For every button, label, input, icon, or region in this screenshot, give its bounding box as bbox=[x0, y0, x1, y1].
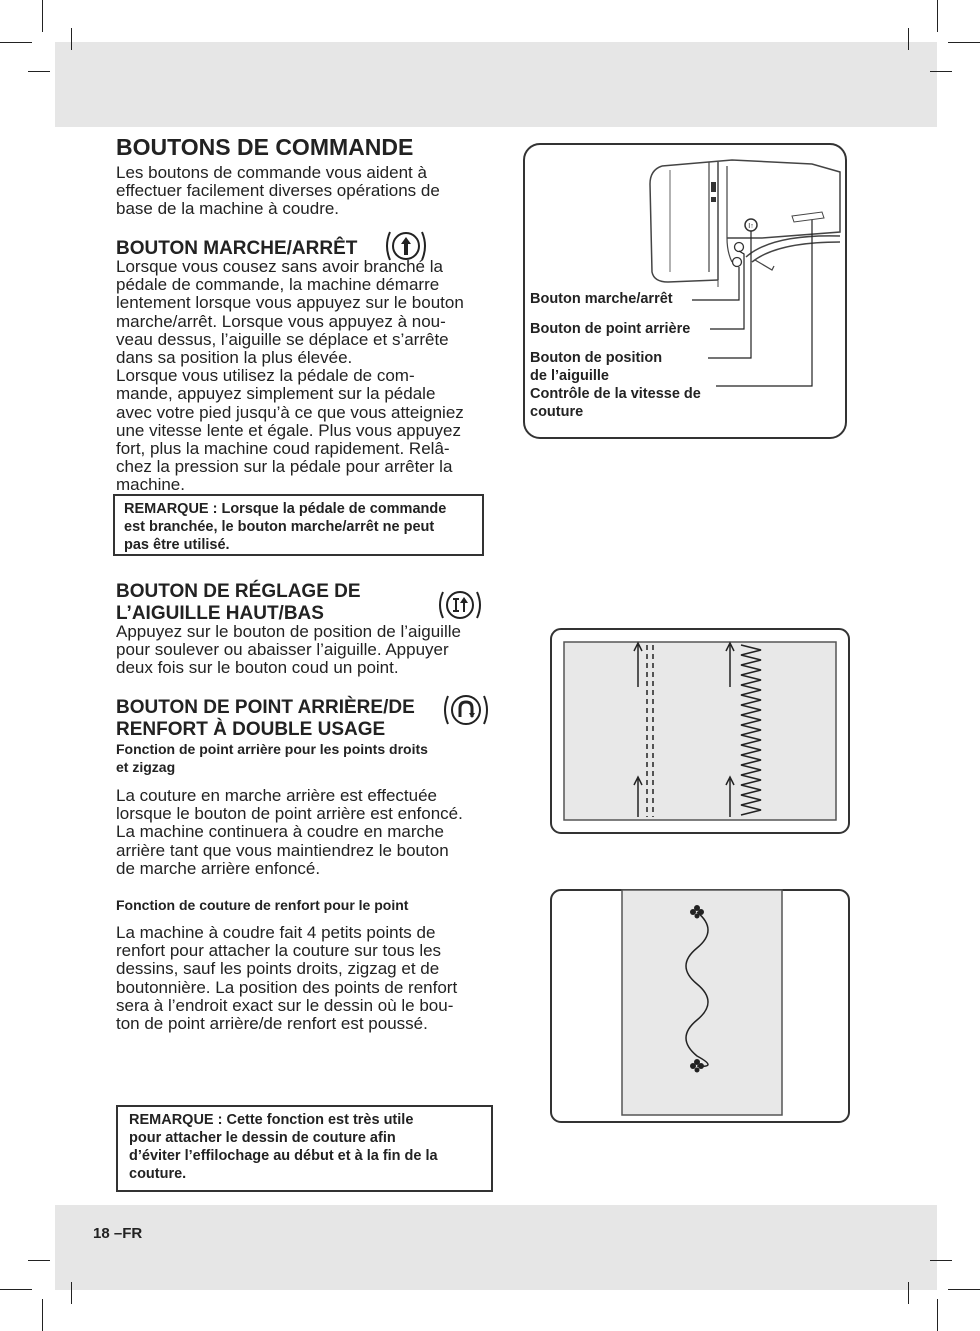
figure-label-needle-position: Bouton de position de l’aiguille bbox=[530, 350, 663, 384]
figure-label-speed: Contrôle de la vitesse de couture bbox=[530, 386, 701, 420]
crop-mark bbox=[28, 1260, 50, 1261]
reinforce-sub-heading: Fonction de couture de renfort pour le point bbox=[116, 897, 409, 913]
reinforce-body: La machine à coudre fait 4 petits points de renfort pour attacher la couture sur tous les dessins, sauf les points droits, zigzag et de boutonnière. La position des points de renfort sera à l’endroit exact sur le dessin où le bou- ton de point arrière/de renfort est poussé. bbox=[116, 923, 458, 1034]
crop-mark bbox=[42, 1299, 43, 1331]
crop-mark bbox=[930, 71, 952, 72]
note-box-1: REMARQUE : Lorsque la pédale de commande est branchée, le bouton marche/arrêt ne peut pas être utilisé. bbox=[113, 494, 484, 556]
svg-text:I↑: I↑ bbox=[748, 223, 754, 230]
figure-label-start-stop: Bouton marche/arrêt bbox=[530, 291, 673, 307]
start-stop-heading: BOUTON MARCHE/ARRÊT bbox=[116, 238, 358, 259]
figure-label-reverse: Bouton de point arrière bbox=[530, 321, 691, 337]
needle-position-icon bbox=[435, 588, 485, 622]
crop-mark bbox=[930, 1260, 952, 1261]
crop-mark bbox=[28, 71, 50, 72]
reverse-stitch-icon bbox=[440, 692, 492, 728]
crop-mark bbox=[71, 28, 72, 50]
page-number: 18 –FR bbox=[93, 1225, 143, 1242]
crop-mark bbox=[937, 0, 938, 32]
reverse-stitch-diagram bbox=[549, 627, 851, 835]
crop-mark bbox=[908, 1282, 909, 1304]
intro-text: Les boutons de commande vous aident à effectuer facilement diverses opérations de base de la machine à coudre. bbox=[116, 163, 440, 219]
reinforcement-stitch-diagram bbox=[549, 888, 851, 1124]
needle-position-heading: BOUTON DE RÉGLAGE DE L’AIGUILLE HAUT/BAS bbox=[116, 581, 361, 624]
crop-mark bbox=[908, 28, 909, 50]
crop-mark bbox=[42, 0, 43, 32]
crop-mark bbox=[0, 1289, 32, 1290]
reverse-sub-heading: Fonction de point arrière pour les points droits et zigzag bbox=[116, 741, 428, 775]
start-stop-body: Lorsque vous cousez sans avoir branché la pédale de commande, la machine démarre lentement lorsque vous appuyez sur le bouton marche/arrêt. Lorsque vous appuyez à nou- veau dessus, l’aiguille se déplace et s’arrête dans sa position la plus élevée. Lorsque vous utilisez la pédale de com- mande, appuyez simplement sur la pédale avec votre pied jusqu’à ce que vous atteigniez une vitesse lente et égale. Plus vous appuyez fort, plus la machine coud rapidement. Relâ- chez la pression sur la pédale pour arrêter la machine. bbox=[116, 257, 464, 495]
crop-mark bbox=[948, 1289, 980, 1290]
crop-mark bbox=[948, 42, 980, 43]
needle-position-body: Appuyez sur le bouton de position de l’aiguille pour soulever ou abaisser l’aiguille. Appuyer deux fois sur le bouton coud un point. bbox=[116, 622, 461, 678]
reverse-body: La couture en marche arrière est effectuée lorsque le bouton de point arrière est enfoncé. La machine continuera à coudre en marche arrière tant que vous maintiendrez le bouton de marche arrière enfoncé. bbox=[116, 786, 463, 878]
crop-mark bbox=[937, 1299, 938, 1331]
reverse-stitch-heading: BOUTON DE POINT ARRIÈRE/DE RENFORT À DOUBLE USAGE bbox=[116, 697, 415, 740]
crop-mark bbox=[71, 1282, 72, 1304]
crop-mark bbox=[0, 42, 32, 43]
page-title: BOUTONS DE COMMANDE bbox=[116, 134, 414, 160]
header-band bbox=[55, 42, 937, 127]
note-box-2: REMARQUE : Cette fonction est très utile pour attacher le dessin de couture afin d’éviter l’effilochage au début et à la fin de la couture. bbox=[116, 1105, 493, 1192]
footer-band bbox=[55, 1205, 937, 1290]
